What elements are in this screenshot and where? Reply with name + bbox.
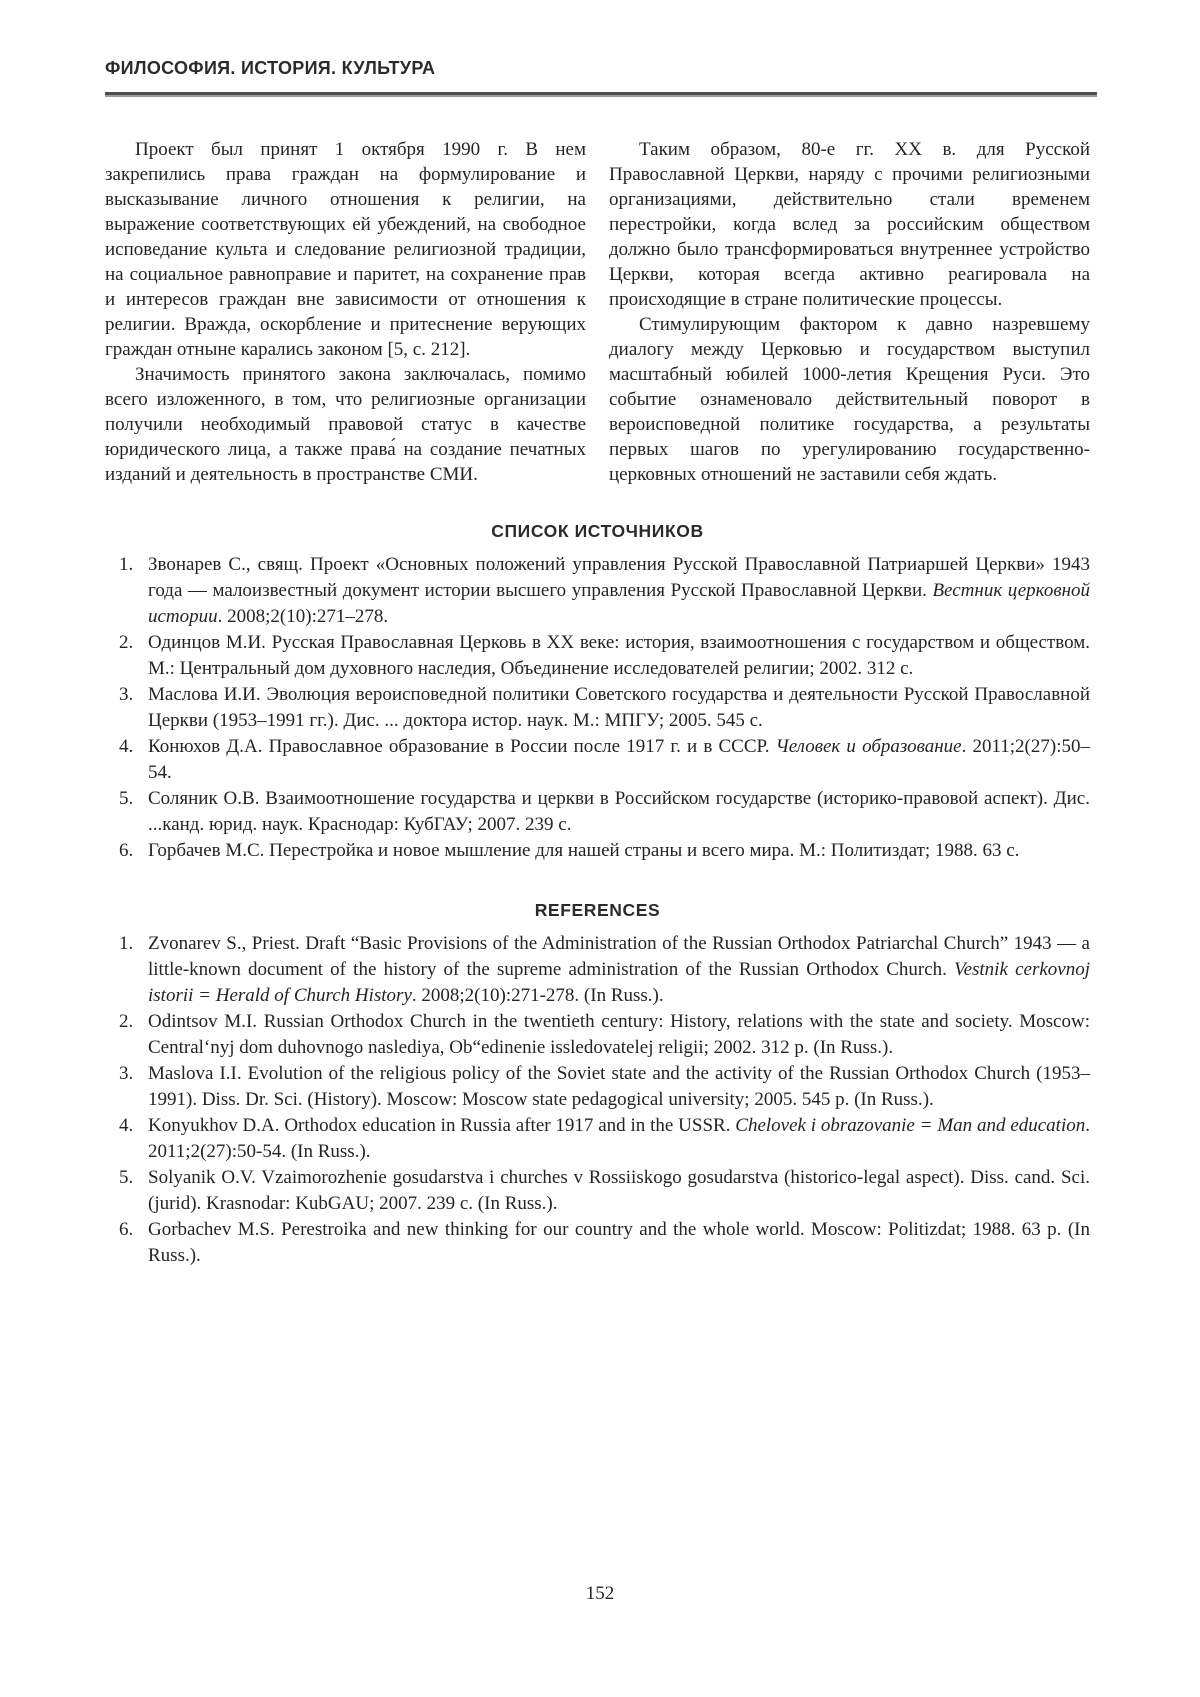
item-text-post: . 2011;2(27):50-54. (In Russ.).	[148, 1115, 1090, 1162]
item-text-pre: Соляник О.В. Взаимоотношение государства и церкви в Российском государстве (историко-правовой аспект). Дис. ...канд. юрид. наук. Краснодар: КубГАУ; 2007. 239 с.	[148, 788, 1090, 835]
item-text	[148, 630, 1090, 682]
item-text-post: . 2008;2(10):271-278. (In Russ.).	[411, 985, 664, 1006]
item-text-pre: Maslova I.I. Evolution of the religious policy of the Soviet state and the activity of the Russian Orthodox Church (1953–1991). Diss. Dr. Sci. (History). Moscow: Moscow state pedagogical university; 2005. 545 p. (In Russ.).	[148, 1063, 1090, 1110]
reference-item	[105, 1009, 1090, 1061]
source-item	[105, 552, 1090, 630]
item-text	[148, 786, 1090, 838]
running-head: ФИЛОСОФИЯ. ИСТОРИЯ. КУЛЬТУРА	[105, 58, 436, 78]
item-number: 5.	[119, 788, 134, 809]
item-text	[148, 682, 1090, 734]
reference-item	[105, 1165, 1090, 1217]
item-text	[148, 1113, 1090, 1165]
reference-item	[105, 1061, 1090, 1113]
source-item	[105, 838, 1090, 864]
item-number: 1.	[119, 554, 134, 575]
item-text	[148, 1165, 1090, 1217]
item-text	[148, 552, 1090, 630]
header-divider-rule	[105, 92, 1097, 97]
source-item	[105, 734, 1090, 786]
item-text-pre: Konyukhov D.A. Orthodox education in Russia after 1917 and in the USSR.	[148, 1115, 736, 1136]
item-text-post: . 2008;2(10):271–278.	[217, 606, 389, 627]
item-number: 6.	[119, 1219, 134, 1240]
paragraph: Значимость принятого закона заключалась, помимо всего изложенного, в том, что религиозные организации получили необходимый правовой статус в качестве юридического лица, а также права́ на создание печатных изданий и деятельность в пространстве СМИ.	[105, 364, 586, 485]
references-section	[105, 900, 1090, 1269]
reference-item	[105, 1113, 1090, 1165]
item-number: 6.	[119, 840, 134, 861]
paragraph: Проект был принят 1 октября 1990 г. В нем закрепились права граждан на формулирование и высказывание личного отношения к религии, на выражение соответствующих ей убеждений, на свободное исповедание культа и следование религиозной традиции, на социальное равноправие и паритет, на сохранение прав и интересов граждан вне зависимости от отношения к религии. Вражда, оскорбление и притеснение верующих граждан отныне карались законом [5, с. 212].	[105, 139, 586, 360]
item-number: 4.	[119, 736, 134, 757]
item-number: 2.	[119, 632, 134, 653]
sources-section-title: СПИСОК ИСТОЧНИКОВ	[491, 521, 704, 541]
item-text	[148, 734, 1090, 786]
item-number: 1.	[119, 933, 134, 954]
item-text-pre: Маслова И.И. Эволюция вероисповедной политики Советского государства и деятельности Русской Православной Церкви (1953–1991 гг.). Дис. ... доктора истор. наук. М.: МПГУ; 2005. 545 с.	[148, 684, 1090, 731]
item-text-pre: Звонарев С., свящ. Проект «Основных положений управления Русской Православной Патриаршей Церкви» 1943 года — малоизвестный документ истории высшего управления Русской Православной Церкви.	[148, 554, 1090, 601]
item-text	[148, 1061, 1090, 1113]
source-item	[105, 682, 1090, 734]
item-text-pre: Odintsov M.I. Russian Orthodox Church in the twentieth century: History, relations with the state and society. Moscow: Central‘nyj dom duhovnogo naslediya, Ob“edinenie issledovatelej religii; 2002. 312 p. (In Russ.).	[148, 1011, 1090, 1058]
sources-list	[105, 552, 1090, 864]
item-text-pre: Gorbachev M.S. Perestroika and new thinking for our country and the whole world. Moscow: Politizdat; 1988. 63 p. (In Russ.).	[148, 1219, 1090, 1266]
source-item	[105, 630, 1090, 682]
paragraph: Стимулирующим фактором к давно назревшему диалогу между Церковью и государством выступил масштабный юбилей 1000-летия Крещения Руси. Это событие ознаменовало действительный поворот в вероисповедной политике государства, а результаты первых шагов по урегулированию государственно-церковных отношений не заставили себя ждать.	[609, 314, 1090, 485]
item-text-italic: Человек и образование	[775, 736, 962, 757]
left-column	[105, 137, 586, 487]
item-text-italic: Vestnik cerkovnoj istorii = Herald of Church History	[148, 959, 1090, 1006]
item-text	[148, 1217, 1090, 1269]
item-text-pre: Горбачев М.С. Перестройка и новое мышление для нашей страны и всего мира. М.: Политиздат; 1988. 63 с.	[148, 840, 1020, 861]
item-text-italic: Chelovek i obrazovanie = Man and education	[735, 1115, 1086, 1136]
page-number: 152	[585, 1583, 615, 1604]
item-text-pre: Одинцов М.И. Русская Православная Церковь в XX веке: история, взаимоотношения с государством и обществом. М.: Центральный дом духовного наследия, Объединение исследователей религии; 2002. 312 с.	[148, 632, 1090, 679]
reference-item	[105, 931, 1090, 1009]
item-number: 2.	[119, 1011, 134, 1032]
item-text-post: . 2011;2(27):50–54.	[148, 736, 1090, 783]
references-list	[105, 931, 1090, 1269]
item-text	[148, 1009, 1090, 1061]
references-section-title: REFERENCES	[534, 900, 661, 920]
item-text-pre: Solyanik O.V. Vzaimorozhenie gosudarstva i churches v Rossiiskogo gosudarstva (historico-legal aspect). Diss. cand. Sci. (jurid). Krasnodar: KubGAU; 2007. 239 c. (In Russ.).	[148, 1167, 1090, 1214]
item-text-pre: Конюхов Д.А. Православное образование в России после 1917 г. и в СССР.	[148, 736, 776, 757]
item-text	[148, 931, 1090, 1009]
item-number: 5.	[119, 1167, 134, 1188]
item-text-pre: Zvonarev S., Priest. Draft “Basic Provisions of the Administration of the Russian Orthodox Patriarchal Church” 1943 — a little-known document of the history of the supreme administration of the Russian Orthodox Church.	[148, 933, 1090, 980]
item-number: 3.	[119, 684, 134, 705]
paragraph: Таким образом, 80-е гг. XX в. для Русской Православной Церкви, наряду с прочими религиозными организациями, действительно стали временем перестройки, когда вслед за российским обществом должно было трансформироваться внутреннее устройство Церкви, которая всегда активно реагировала на происходящие в стране политические процессы.	[609, 139, 1090, 310]
right-column	[609, 137, 1090, 487]
item-number: 4.	[119, 1115, 134, 1136]
source-item	[105, 786, 1090, 838]
item-text	[148, 838, 1090, 864]
item-text-italic: Вестник церковной истории	[148, 580, 1090, 627]
reference-item	[105, 1217, 1090, 1269]
item-number: 3.	[119, 1063, 134, 1084]
article-body	[105, 137, 1090, 487]
